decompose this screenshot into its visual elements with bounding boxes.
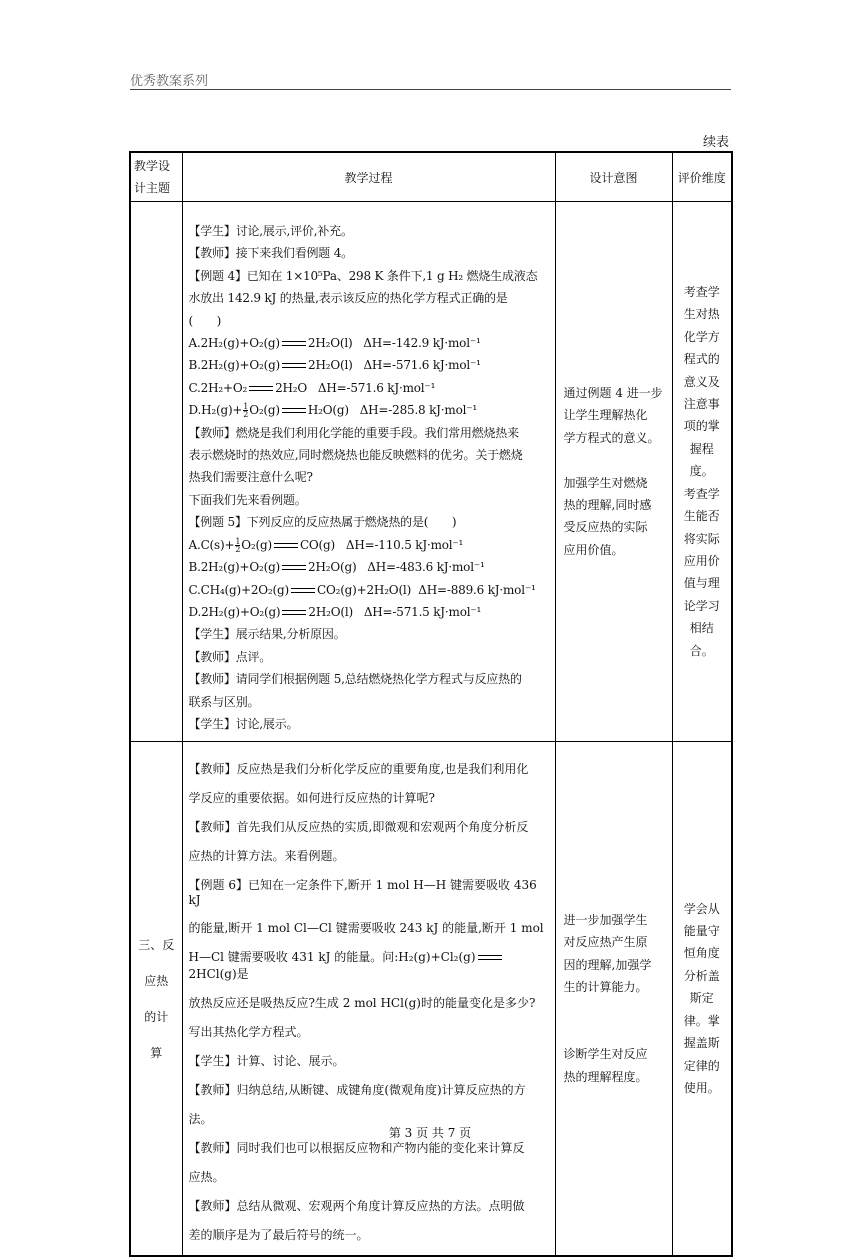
- topic-line: 三、反: [138, 937, 175, 952]
- intent-line: 让学生理解热化: [563, 408, 648, 423]
- evaluation-line: 考查学: [683, 285, 720, 300]
- evaluation-cell: [672, 202, 732, 742]
- text-line: 写出其热化学方程式。: [188, 1025, 309, 1039]
- evaluation-line: 论学习: [683, 598, 720, 613]
- fraction: $\frac{1}{2}$: [243, 402, 249, 420]
- topic-cell-empty: [130, 202, 182, 742]
- text-line: 【教师】接下来我们看例题 4。: [188, 246, 353, 261]
- text-line: 【例题 6】已知在一定条件下,断开 1 mol H—H 键需要吸收 436 kJ: [188, 878, 537, 907]
- intent-line: 诊断学生对反应: [563, 1047, 648, 1062]
- process-cell: [182, 742, 555, 1257]
- evaluation-line: 化学方: [683, 329, 720, 344]
- text-line: 差的顺序是为了最后符号的统一。: [188, 1228, 369, 1242]
- table-row: [130, 742, 732, 1257]
- intent-line: 通过例题 4 进一步: [563, 385, 663, 400]
- evaluation-line: 生对热: [683, 307, 720, 322]
- header-intent: 设计意图: [555, 152, 672, 202]
- text-line: 【学生】讨论,展示,评价,补充。: [188, 224, 353, 238]
- process-cell: [182, 202, 555, 742]
- evaluation-line: 能量守: [683, 924, 720, 939]
- text-line: 【学生】展示结果,分析原因。: [188, 627, 346, 642]
- evaluation-line: 度。: [689, 464, 714, 479]
- text-line: 【教师】点评。: [188, 649, 272, 664]
- evaluation-line: 恒角度: [683, 946, 720, 961]
- evaluation-line: 生能否: [683, 509, 720, 524]
- intent-line: 学方程式的意义。: [563, 430, 660, 445]
- text-line: ( ): [188, 313, 222, 328]
- intent-line: 加强学生对燃烧: [563, 475, 648, 490]
- intent-line: 受反应热的实际: [563, 520, 648, 535]
- evaluation-line: 使用。: [683, 1080, 720, 1095]
- option-line: A.C(s)+ $\frac{1}{2}$ O₂(g) CO(g) ΔH=-110.5 kJ·mol⁻¹: [188, 536, 464, 554]
- option-line: D.2H₂(g)+O₂(g) 2H₂O(l) ΔH=-571.5 kJ·mol⁻¹: [188, 604, 482, 619]
- evaluation-line: 项的掌: [683, 419, 720, 434]
- intent-cell: [555, 202, 672, 742]
- intent-line: 热的理解程度。: [563, 1069, 648, 1084]
- text-line: 下面我们先来看例题。: [188, 492, 307, 507]
- topic-line: 的计: [144, 1009, 169, 1024]
- intent-cell: [555, 742, 672, 1257]
- intent-line: [564, 449, 664, 471]
- evaluation-line: 值与理: [683, 576, 720, 591]
- header-evaluation: 评价维度: [672, 152, 732, 202]
- evaluation-line: 分析盖: [683, 968, 720, 983]
- fraction: $\frac{1}{2}$: [235, 536, 241, 554]
- evaluation-line: 学会从: [683, 901, 720, 916]
- equation-line: H—Cl 键需要吸收 431 kJ 的能量。问:H₂(g)+Cl₂(g)2HCl(g)是: [189, 948, 549, 982]
- intent-line: 热的理解,同时感: [563, 497, 652, 512]
- topic-cell: [130, 742, 182, 1257]
- intent-line: 因的理解,加强学: [563, 957, 652, 972]
- evaluation-line: 合。: [689, 643, 714, 658]
- evaluation-line: 律。掌: [683, 1013, 720, 1028]
- text-line: 的能量,断开 1 mol Cl—Cl 键需要吸收 243 kJ 的能量,断开 1 mol: [188, 921, 544, 935]
- text-line: 【教师】反应热是我们分析化学反应的重要角度,也是我们利用化: [188, 762, 529, 776]
- topic-line: 算: [150, 1045, 163, 1060]
- text-line: 应热的计算方法。来看例题。: [188, 849, 345, 863]
- text-line: 【教师】首先我们从反应热的实质,即微观和宏观两个角度分析反: [188, 820, 529, 834]
- text-line: 【学生】讨论,展示。: [188, 716, 299, 731]
- option-line: C.2H₂+O₂ 2H₂O ΔH=-571.6 kJ·mol⁻¹: [188, 380, 436, 395]
- table-header-row: [130, 152, 732, 202]
- intent-line: [564, 1021, 664, 1043]
- text-line: 【例题 5】下列反应的反应热属于燃烧热的是( ): [188, 515, 457, 530]
- evaluation-line: 握盖斯: [683, 1036, 720, 1051]
- table-row: [130, 202, 732, 742]
- header-topic: 教学设计主题: [130, 152, 182, 202]
- header-process: 教学过程: [182, 152, 555, 202]
- intent-line: 进一步加强学生: [563, 912, 648, 927]
- evaluation-line: 程式的: [683, 352, 720, 367]
- text-line: 法。: [188, 1112, 213, 1126]
- evaluation-line: 握程: [689, 441, 714, 456]
- text-line: 应热。: [188, 1170, 225, 1184]
- intent-line: [564, 999, 664, 1021]
- header-series: 优秀教案系列: [130, 74, 209, 89]
- text-line: 热我们需要注意什么呢?: [188, 470, 313, 485]
- evaluation-line: 定律的: [683, 1058, 720, 1073]
- evaluation-line: 斯定: [689, 991, 714, 1006]
- continued-label: 续表: [702, 135, 729, 150]
- text-line: 学反应的重要依据。如何进行反应热的计算呢?: [188, 791, 435, 805]
- page-footer: 第 3 页 共 7 页: [388, 1126, 472, 1140]
- evaluation-line: 考查学: [683, 486, 720, 501]
- text-line: 【教师】总结从微观、宏观两个角度计算反应热的方法。点明做: [188, 1199, 525, 1213]
- option-line: C.CH₄(g)+2O₂(g) CO₂(g)+2H₂O(l) ΔH=-889.6 kJ·mol⁻¹: [188, 582, 536, 597]
- text-line: 放热反应还是吸热反应?生成 2 mol HCl(g)时的能量变化是多少?: [188, 996, 536, 1010]
- intent-line: 应用价值。: [563, 542, 624, 557]
- option-line: B.2H₂(g)+O₂(g) 2H₂O(g) ΔH=-483.6 kJ·mol⁻¹: [188, 560, 485, 575]
- option-line: A.2H₂(g)+O₂(g) 2H₂O(l) ΔH=-142.9 kJ·mol⁻¹: [188, 336, 481, 351]
- evaluation-line: 将实际: [683, 531, 720, 546]
- header-rule: [130, 89, 731, 90]
- text-line: 联系与区别。: [188, 694, 260, 709]
- text-line: 【教师】同时我们也可以根据反应物和产物内能的变化来计算反: [188, 1141, 525, 1155]
- option-line: D.H₂(g)+ $\frac{1}{2}$ O₂(g) H₂O(g) ΔH=-285.8 kJ·mol⁻¹: [188, 402, 477, 420]
- intent-line: 对反应热产生原: [563, 935, 648, 950]
- evaluation-cell: [672, 742, 732, 1257]
- topic-line: 应热: [144, 973, 169, 988]
- text-line: 【例题 4】已知在 1×10⁵Pa、298 K 条件下,1 g H₂ 燃烧生成液态: [188, 268, 538, 283]
- evaluation-line: 相结: [689, 621, 714, 636]
- evaluation-line: 注意事: [683, 397, 720, 412]
- evaluation-line: 意义及: [683, 374, 720, 389]
- intent-line: 生的计算能力。: [563, 980, 648, 995]
- evaluation-line: 应用价: [683, 553, 720, 568]
- lesson-table: [129, 151, 733, 1257]
- text-line: 水放出 142.9 kJ 的热量,表示该反应的热化学方程式正确的是: [188, 291, 508, 306]
- text-line: 【教师】归纳总结,从断键、成键角度(微观角度)计算反应热的方: [188, 1083, 526, 1097]
- option-line: B.2H₂(g)+O₂(g) 2H₂O(l) ΔH=-571.6 kJ·mol⁻¹: [188, 358, 481, 373]
- text-line: 【教师】燃烧是我们利用化学能的重要手段。我们常用燃烧热来: [188, 425, 519, 440]
- text-line: 【教师】请同学们根据例题 5,总结燃烧热化学方程式与反应热的: [188, 672, 522, 687]
- text-line: 【学生】计算、讨论、展示。: [188, 1054, 345, 1068]
- text-line: 表示燃烧时的热效应,同时燃烧热也能反映燃料的优劣。关于燃烧: [188, 448, 523, 463]
